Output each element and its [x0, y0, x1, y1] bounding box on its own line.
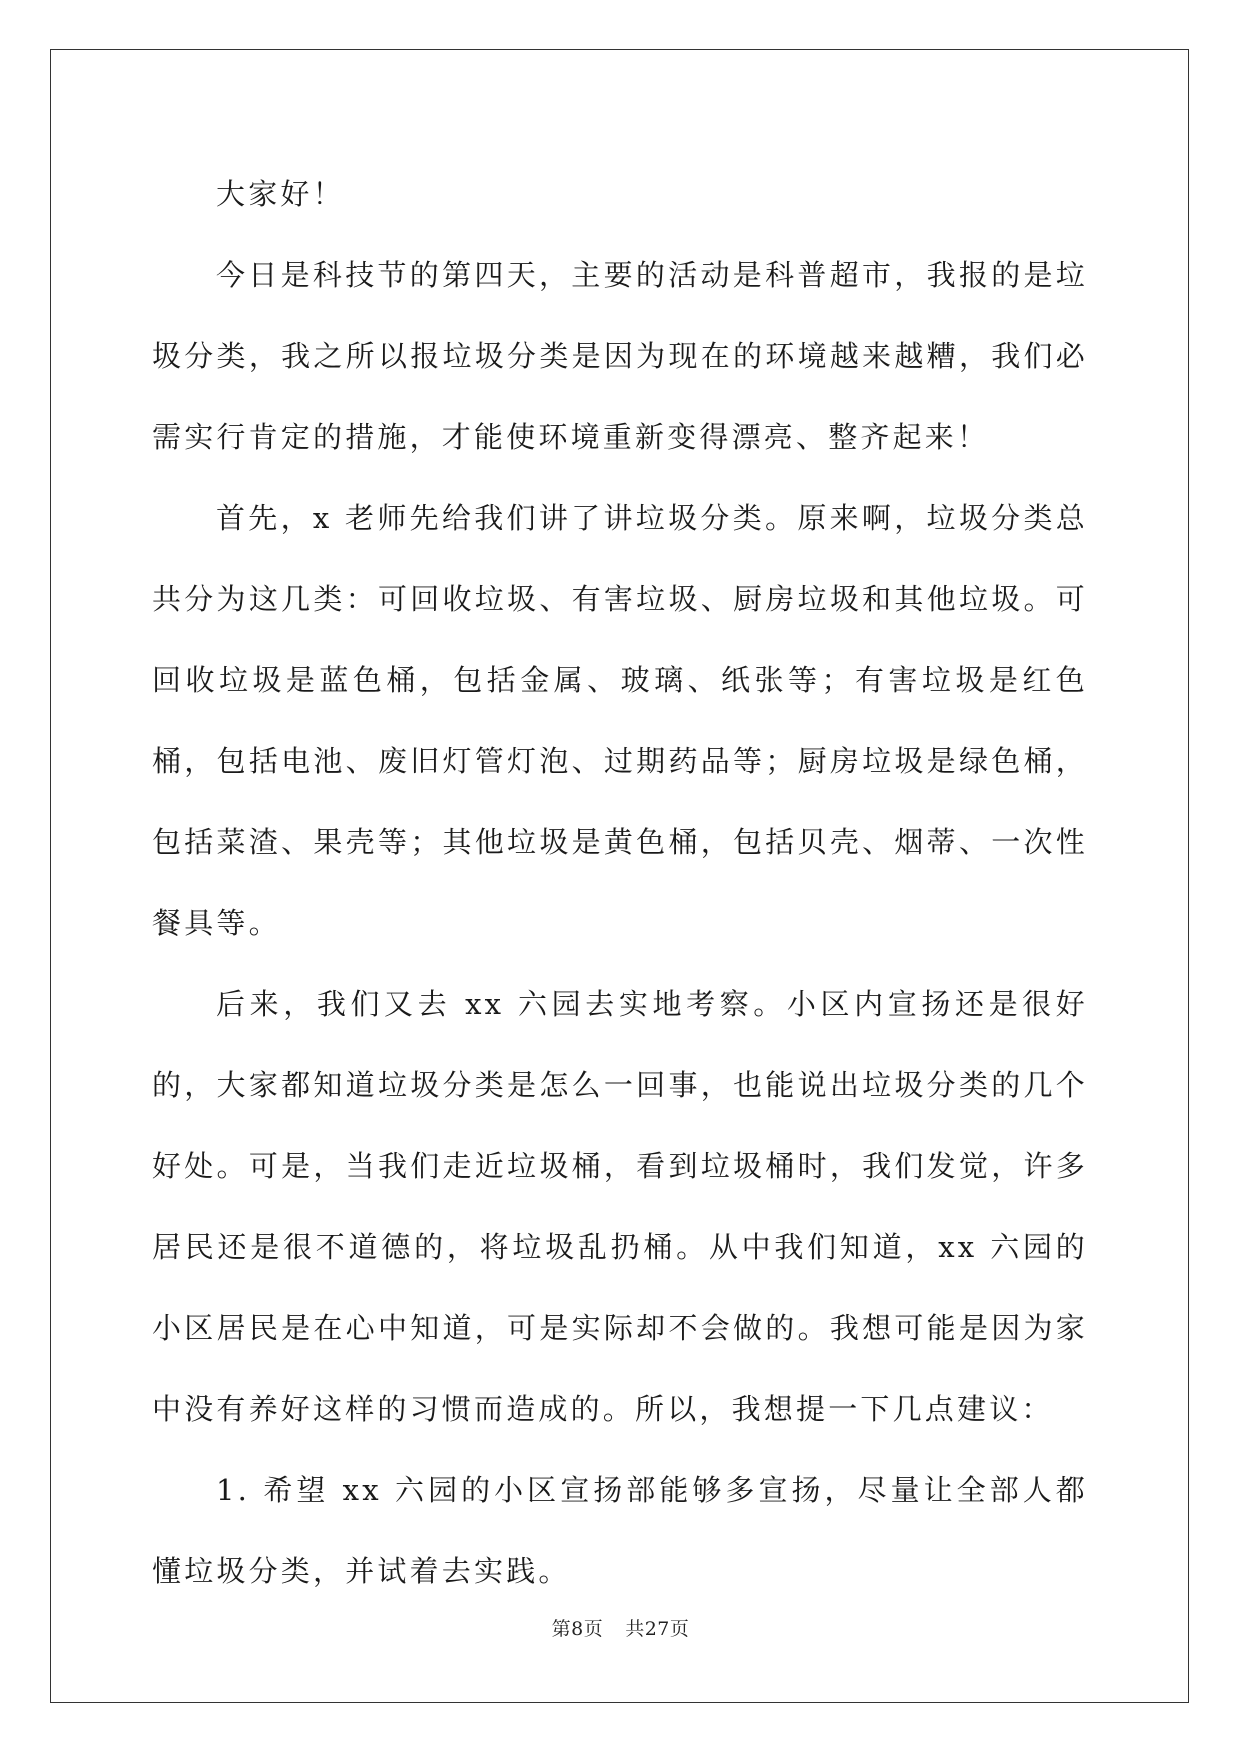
page-number: 第8页	[551, 1618, 604, 1640]
page-total: 共27页	[625, 1618, 690, 1640]
paragraph-classification: 首先，x 老师先给我们讲了讲垃圾分类。原来啊，垃圾分类总共分为这几类：可回收垃圾、有害垃圾、厨房垃圾和其他垃圾。可回收垃圾是蓝色桶，包括金属、玻璃、纸张等；有害垃圾是红色桶，包括电池、废旧灯管灯泡、过期药品等；厨房垃圾是绿色桶，包括菜渣、果壳等；其他垃圾是黄色桶，包括贝壳、烟蒂、一次性餐具等。	[152, 501, 1088, 940]
paragraph-field-visit: 后来，我们又去 xx 六园去实地考察。小区内宣扬还是很好的，大家都知道垃圾分类是怎么一回事，也能说出垃圾分类的几个好处。可是，当我们走近垃圾桶，看到垃圾桶时，我们发觉，许多居民还是很不道德的，将垃圾乱扔桶。从中我们知道，xx 六园的小区居民是在心中知道，可是实际却不会做的。我想可能是因为家中没有养好这样的习惯而造成的。所以，我想提一下几点建议：	[152, 987, 1088, 1426]
document-body	[152, 154, 1088, 1612]
page-footer	[0, 1614, 1241, 1641]
paragraph-greeting: 大家好！	[216, 177, 345, 211]
paragraph-suggestion-1: 1. 希望 xx 六园的小区宣扬部能够多宣扬，尽量让全部人都懂垃圾分类，并试着去实践。	[152, 1473, 1088, 1588]
paragraph-intro: 今日是科技节的第四天，主要的活动是科普超市，我报的是垃圾分类，我之所以报垃圾分类是因为现在的环境越来越糟，我们必需实行肯定的措施，才能使环境重新变得漂亮、整齐起来！	[152, 258, 1088, 454]
